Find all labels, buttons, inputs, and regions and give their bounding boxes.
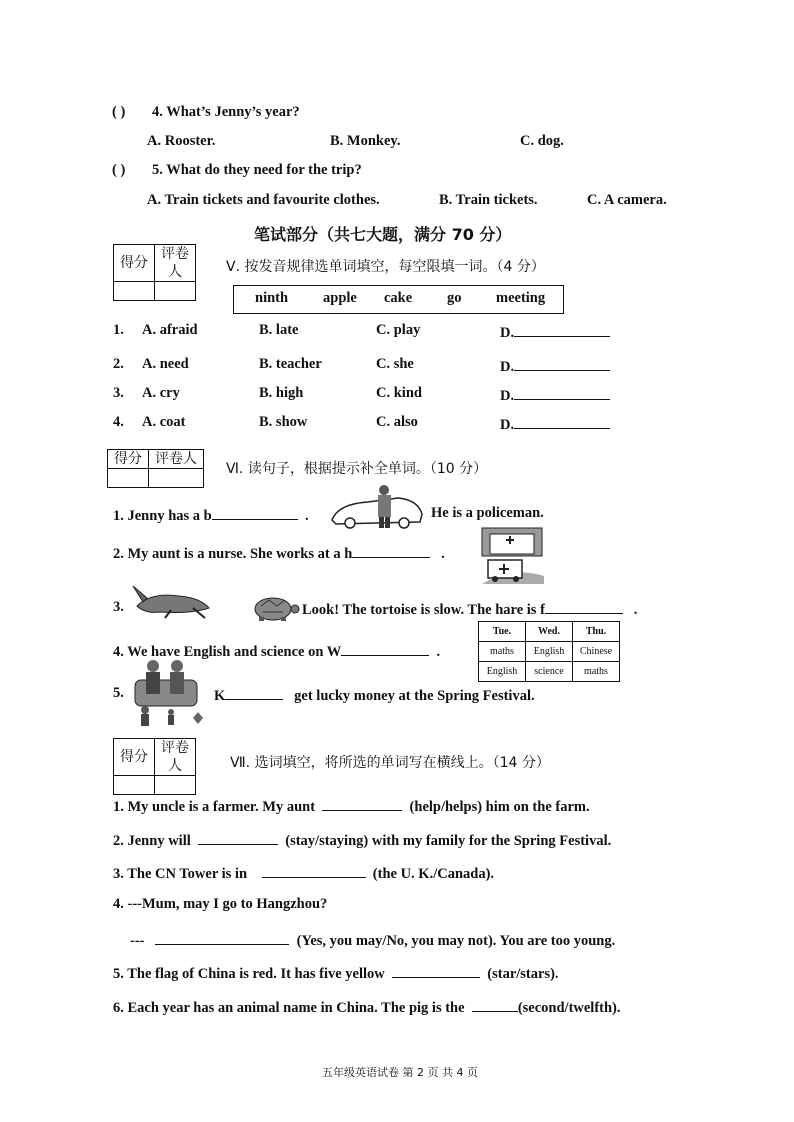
vii-q6-text: 6. Each year has an animal name in China. The pig is the [113, 1000, 465, 1016]
q4-option-c: C. dog. [520, 133, 564, 149]
score-box-7 [113, 738, 196, 795]
score-cell [114, 776, 155, 795]
vii-q6-choices: (second/twelfth). [517, 1000, 621, 1016]
score-cell [108, 469, 149, 488]
answer-blank[interactable] [155, 930, 289, 945]
answer-blank[interactable] [262, 863, 366, 878]
q5-text: 5. What do they need for the trip? [152, 162, 362, 178]
vi-q3-num: 3. [113, 599, 124, 615]
answer-blank[interactable] [545, 599, 623, 614]
vi-q3 [302, 599, 637, 619]
answer-blank[interactable] [198, 830, 278, 845]
policeman-car-image [328, 484, 426, 530]
table-cell: Wed. [526, 622, 573, 642]
grader-cell [155, 282, 196, 301]
table-row [479, 622, 620, 642]
v-row1-d [500, 322, 610, 342]
v-row4-a: A. coat [142, 414, 186, 430]
vii-q6 [113, 997, 621, 1017]
vi-q1 [113, 505, 309, 525]
tortoise-image [249, 594, 301, 622]
answer-blank[interactable] [392, 963, 480, 978]
q5-paren: ( ) [112, 162, 126, 178]
hospital-ambulance-image [480, 526, 546, 586]
grader-cell [149, 469, 204, 488]
vii-q5-choices: (star/stars). [487, 966, 559, 982]
grader-label: 评卷人 [155, 245, 196, 282]
v-row1-c: C. play [376, 322, 421, 338]
v-row1-a: A. afraid [142, 322, 198, 338]
v-row2-num: 2. [113, 356, 124, 372]
answer-blank[interactable] [322, 796, 402, 811]
vi-q4-period: . [436, 644, 441, 660]
table-cell: maths [573, 662, 620, 682]
table-cell: Thu. [573, 622, 620, 642]
vi-q1-text: 1. Jenny has a b [113, 508, 212, 524]
v-row2-b: B. teacher [259, 356, 322, 372]
answer-blank[interactable] [514, 322, 610, 337]
v-row3-a: A. cry [142, 385, 180, 401]
word-bank-item: meeting [496, 290, 546, 306]
vii-q1-text: 1. My uncle is a farmer. My aunt [113, 799, 316, 815]
v-row4-num: 4. [113, 414, 124, 430]
vii-q2 [113, 830, 611, 850]
vii-q4-dash: --- [130, 933, 145, 949]
grader-cell [155, 776, 196, 795]
vi-q1-hint: He is a policeman. [431, 505, 544, 521]
q4-option-a: A. Rooster. [147, 133, 216, 149]
vii-q3-text: 3. The CN Tower is in [113, 866, 248, 882]
answer-blank[interactable] [225, 685, 283, 700]
vii-q5-text: 5. The flag of China is red. It has five yellow [113, 966, 385, 982]
option-d-label: D. [500, 325, 515, 341]
q4-text: 4. What’s Jenny’s year? [152, 104, 300, 120]
score-label: 得分 [114, 245, 155, 282]
q5-option-b: B. Train tickets. [439, 192, 538, 208]
grader-label: 评卷人 [149, 450, 204, 469]
vii-q3-choices: (the U. K./Canada). [372, 866, 495, 882]
vi-q5 [214, 685, 535, 705]
vii-q2-choices: (stay/staying) with my family for the Spring Festival. [285, 833, 612, 849]
vii-q3 [113, 863, 494, 883]
q4-paren: ( ) [112, 104, 126, 120]
word-bank-item: apple [323, 290, 357, 306]
table-cell: maths [479, 642, 526, 662]
word-bank-item: cake [384, 290, 413, 306]
v-row1-num: 1. [113, 322, 124, 338]
grader-label: 评卷人 [155, 739, 196, 776]
written-section-title: 笔试部分（共七大题，满分 70 分） [254, 225, 512, 244]
word-bank-item: ninth [255, 290, 289, 306]
v-row1-b: B. late [259, 322, 299, 338]
vii-q2-text: 2. Jenny will [113, 833, 191, 849]
family-kids-image [131, 658, 209, 730]
word-bank-item: go [447, 290, 462, 306]
section7-title: Ⅶ. 选词填空，将所选的单词写在横线上。（14 分） [230, 755, 550, 771]
vii-q4-question: 4. ---Mum, may I go to Hangzhou? [113, 896, 328, 912]
vi-q5-num: 5. [113, 685, 124, 701]
answer-blank[interactable] [514, 414, 610, 429]
vi-q2-period: . [441, 546, 445, 562]
v-row3-d [500, 385, 610, 405]
answer-blank[interactable] [472, 997, 518, 1012]
q5-option-c: C. A camera. [587, 192, 667, 208]
vii-q5 [113, 963, 559, 983]
section5-title: Ⅴ. 按发音规律选单词填空，每空限填一词。（4 分） [226, 259, 545, 275]
score-label: 得分 [114, 739, 155, 776]
option-d-label: D. [500, 417, 515, 433]
q4-option-b: B. Monkey. [330, 133, 401, 149]
table-cell: Chinese [573, 642, 620, 662]
table-row [479, 662, 620, 682]
vi-q3-text: Look! The tortoise is slow. The hare is f [302, 602, 545, 618]
vi-q3-period: . [633, 602, 638, 618]
v-row2-a: A. need [142, 356, 189, 372]
page-footer: 五年级英语试卷 第 2 页 共 4 页 [322, 1066, 478, 1079]
table-cell: English [479, 662, 526, 682]
vi-q5-letter: K [214, 688, 226, 704]
score-box-6 [107, 449, 204, 488]
v-row2-c: C. she [376, 356, 414, 372]
q5-option-a: A. Train tickets and favourite clothes. [147, 192, 380, 208]
table-row [479, 642, 620, 662]
vii-q4-choices: (Yes, you may/No, you may not). You are too young. [296, 933, 616, 949]
vi-q2 [113, 543, 445, 563]
table-cell: science [526, 662, 573, 682]
vi-q1-period: . [304, 508, 309, 524]
v-row4-b: B. show [259, 414, 308, 430]
answer-blank[interactable] [514, 385, 610, 400]
option-d-label: D. [500, 359, 515, 375]
vii-q1 [113, 796, 590, 816]
answer-blank[interactable] [514, 356, 610, 371]
answer-blank[interactable] [352, 543, 430, 558]
vi-q5-text: get lucky money at the Spring Festival. [294, 688, 535, 704]
vi-q2-text: 2. My aunt is a nurse. She works at a h [113, 546, 353, 562]
table-cell: English [526, 642, 573, 662]
v-row4-c: C. also [376, 414, 418, 430]
vii-q1-choices: (help/helps) him on the farm. [409, 799, 590, 815]
score-box-5 [113, 244, 196, 301]
option-d-label: D. [500, 388, 515, 404]
v-row4-d [500, 414, 610, 434]
score-cell [114, 282, 155, 301]
section6-title: Ⅵ. 读句子，根据提示补全单词。（10 分） [226, 461, 488, 477]
answer-blank[interactable] [212, 505, 298, 520]
score-label: 得分 [108, 450, 149, 469]
schedule-table [478, 621, 620, 682]
hare-image [131, 582, 215, 620]
table-cell: Tue. [479, 622, 526, 642]
word-bank [233, 285, 564, 314]
v-row2-d [500, 356, 610, 376]
answer-blank[interactable] [341, 641, 429, 656]
vii-q4-answer [130, 930, 615, 950]
v-row3-b: B. high [259, 385, 304, 401]
vi-q4-text: 4. We have English and science on W [113, 644, 342, 660]
v-row3-num: 3. [113, 385, 124, 401]
v-row3-c: C. kind [376, 385, 422, 401]
